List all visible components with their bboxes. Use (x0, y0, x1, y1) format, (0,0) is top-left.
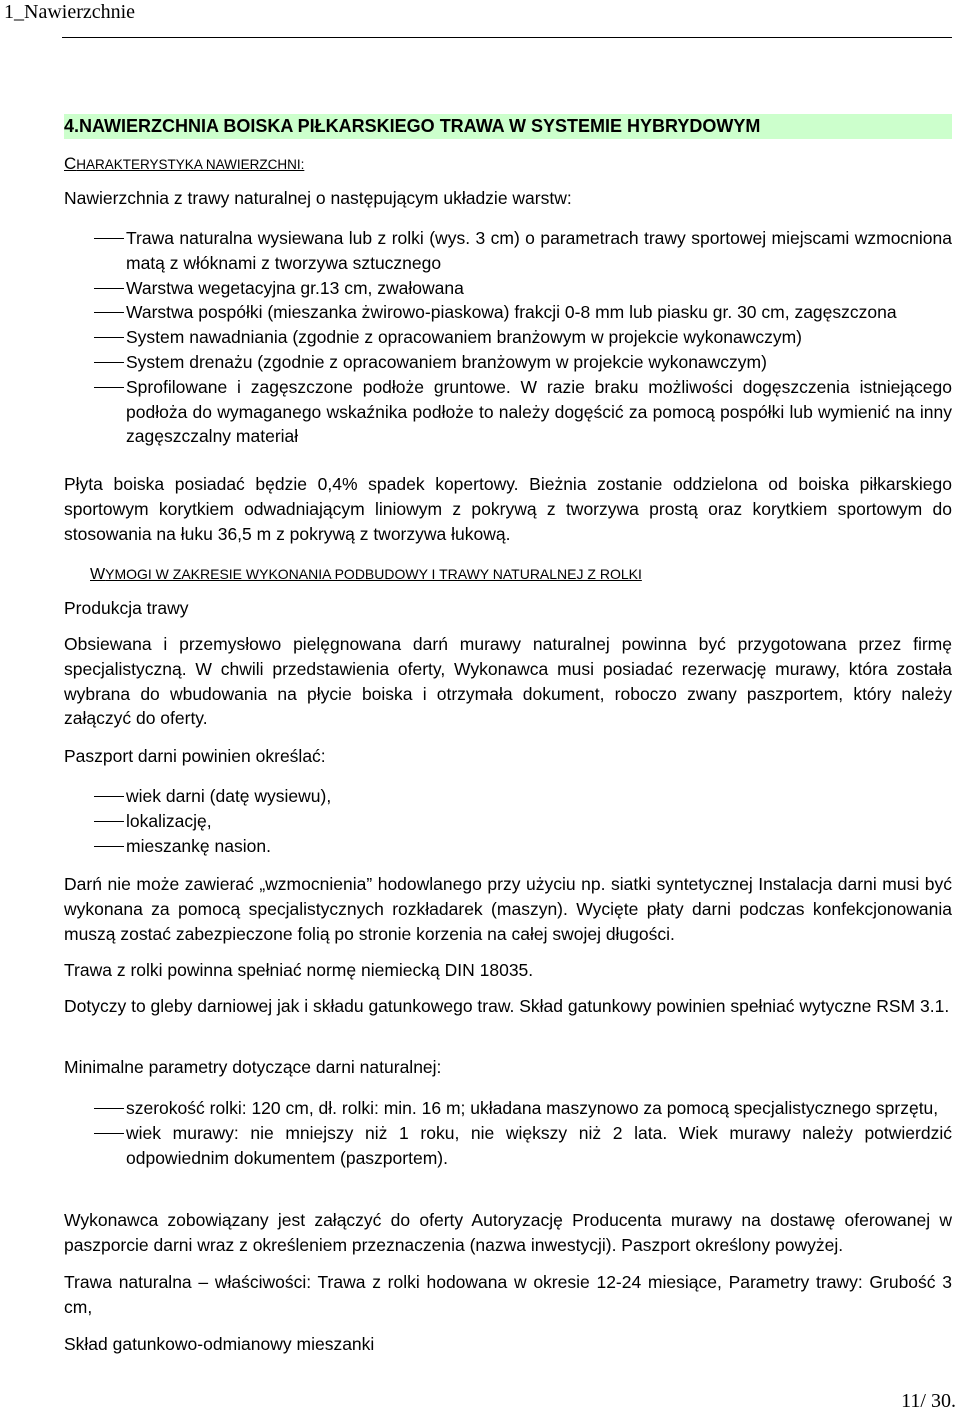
page-header-title: 1_Nawierzchnie (4, 1, 136, 23)
dash-bullet (94, 846, 124, 847)
dash-bullet (94, 238, 124, 239)
list-item (64, 375, 952, 449)
list-item-text: System drenażu (zgodnie z opracowaniem branżowym w projekcie wykonawczym) (126, 351, 767, 372)
list-item (64, 834, 952, 859)
paragraph-obsiewana: Obsiewana i przemysłowo pielęgnowana darń murawy naturalnej powinna być przygotowana przez firmę specjalistyczną. W chwili przedstawienia oferty, Wykonawca musi posiadać rezerwację murawy, która została wybrana do wbudowania na płycie boiska i otrzymała dokument, roboczo zwany paszportem, który należy załączyć do oferty. (64, 634, 952, 729)
list-item (64, 226, 952, 276)
dash-bullet (94, 337, 124, 338)
requirements-heading-initial: W (90, 566, 106, 583)
paragraph-trawa-naturalna: Trawa naturalna – właściwości: Trawa z rolki hodowana w okresie 12-24 miesiące, Parametry trawy: Grubość 3 cm, (64, 1272, 952, 1317)
dash-bullet (94, 362, 124, 363)
dash-bullet (94, 288, 124, 289)
dash-bullet (94, 387, 124, 388)
dash-bullet (94, 796, 124, 797)
list-item (64, 276, 952, 301)
section-subheading (64, 152, 952, 178)
dash-bullet (94, 1133, 124, 1134)
paragraph-produkcja: Produkcja trawy (64, 598, 189, 618)
layers-list (64, 226, 952, 449)
list-item-text: System nawadniania (zgodnie z opracowaniem branżowym w projekcie wykonawczym) (126, 327, 802, 348)
list-item-text: Warstwa wegetacyjna gr.13 cm, zwałowana (126, 277, 464, 298)
paragraph-dotyczy: Dotyczy to gleby darniowej jak i składu gatunkowego traw. Skład gatunkowy powinien spełniać wytyczne RSM 3.1. (64, 996, 950, 1016)
list-item-text: lokalizację, (126, 810, 212, 831)
requirements-heading-rest: YMOGI W ZAKRESIE WYKONANIA PODBUDOWY I TRAWY NATURALNEJ Z ROLKI (105, 566, 642, 582)
dash-bullet (94, 1108, 124, 1109)
subheading-initial: C (64, 154, 77, 173)
dash-bullet (94, 312, 124, 313)
layers-intro: Nawierzchnia z trawy naturalnej o następującym układzie warstw: (64, 188, 572, 208)
subheading-rest: HARAKTERYSTYKA NAWIERZCHNI: (76, 157, 305, 172)
paragraph-paszport: Paszport darni powinien określać: (64, 746, 326, 766)
list-item (64, 809, 952, 834)
list-item (64, 784, 952, 809)
list-item (64, 1096, 952, 1121)
list-item (64, 325, 952, 350)
list-item-text: mieszankę nasion. (126, 835, 271, 856)
list-item (64, 350, 952, 375)
section-heading: 4.NAWIERZCHNIA BOISKA PIŁKARSKIEGO TRAWA W SYSTEMIE HYBRYDOWYM (64, 116, 761, 136)
list-item (64, 300, 952, 325)
paragraph-darn: Darń nie może zawierać „wzmocnienia” hodowlanego przy użyciu np. siatki syntetycznej Instalacja darni musi być wykonana za pomocą specjalistycznych rozkładarek (maszyn). Wycięte płaty darni podczas konfekcjonowania muszą zostać zabezpieczone folią po stronie korzenia na całej swojej długości. (64, 874, 952, 944)
paragraph-plyta: Płyta boiska posiadać będzie 0,4% spadek kopertowy. Bieżnia zostanie oddzielona od boiska piłkarskiego sportowym korytkiem odwadniającym liniowym z pokrywą z tworzywa prostą oraz korytkiem sportowym do stosowania na łuku 36,5 m z pokrywą z tworzywa łukową. (64, 474, 952, 544)
list-item-text: wiek darni (datę wysiewu), (126, 786, 332, 806)
paragraph-wykonawca: Wykonawca zobowiązany jest załączyć do oferty Autoryzację Producenta murawy na dostawę oferowanej w paszporcie darni wraz z określeniem przeznaczenia (nazwa inwestycji). Paszport określony powyżej. (64, 1210, 952, 1255)
list-item (64, 1121, 952, 1171)
dash-bullet (94, 821, 124, 822)
requirements-heading (64, 562, 952, 588)
list-item-text: wiek murawy: nie mniejszy niż 1 roku, nie większy niż 2 lata. Wiek murawy należy potwierdzić odpowiednim dokumentem (paszportem). (126, 1122, 952, 1168)
list-item-text: szerokość rolki: 120 cm, dł. rolki: min. 16 m; układana maszynowo za pomocą specjalistycznego sprzętu, (126, 1098, 939, 1118)
passport-list (64, 784, 952, 858)
paragraph-minimalne: Minimalne parametry dotyczące darni naturalnej: (64, 1057, 442, 1077)
header-divider (62, 37, 952, 38)
paragraph-sklad: Skład gatunkowo-odmianowy mieszanki (64, 1334, 375, 1354)
list-item-text: Sprofilowane i zagęszczone podłoże gruntowe. W razie braku możliwości dogęszczenia istniejącego podłoża do wymaganego wskaźnika podłoże to należy dogęścić za pomocą pospółki lub wymienić na inny zagęszczalny materiał (126, 376, 952, 447)
page-number: 11/ 30. (901, 1390, 956, 1412)
min-params-list (64, 1096, 952, 1170)
paragraph-din: Trawa z rolki powinna spełniać normę niemiecką DIN 18035. (64, 960, 534, 980)
list-item-text: Warstwa pospółki (mieszanka żwirowo-piaskowa) frakcji 0-8 mm lub piasku gr. 30 cm, zagęszczona (126, 302, 897, 323)
list-item-text: Trawa naturalna wysiewana lub z rolki (wys. 3 cm) o parametrach trawy sportowej miejscami wzmocniona matą z włóknami z tworzywa sztucznego (126, 228, 952, 273)
